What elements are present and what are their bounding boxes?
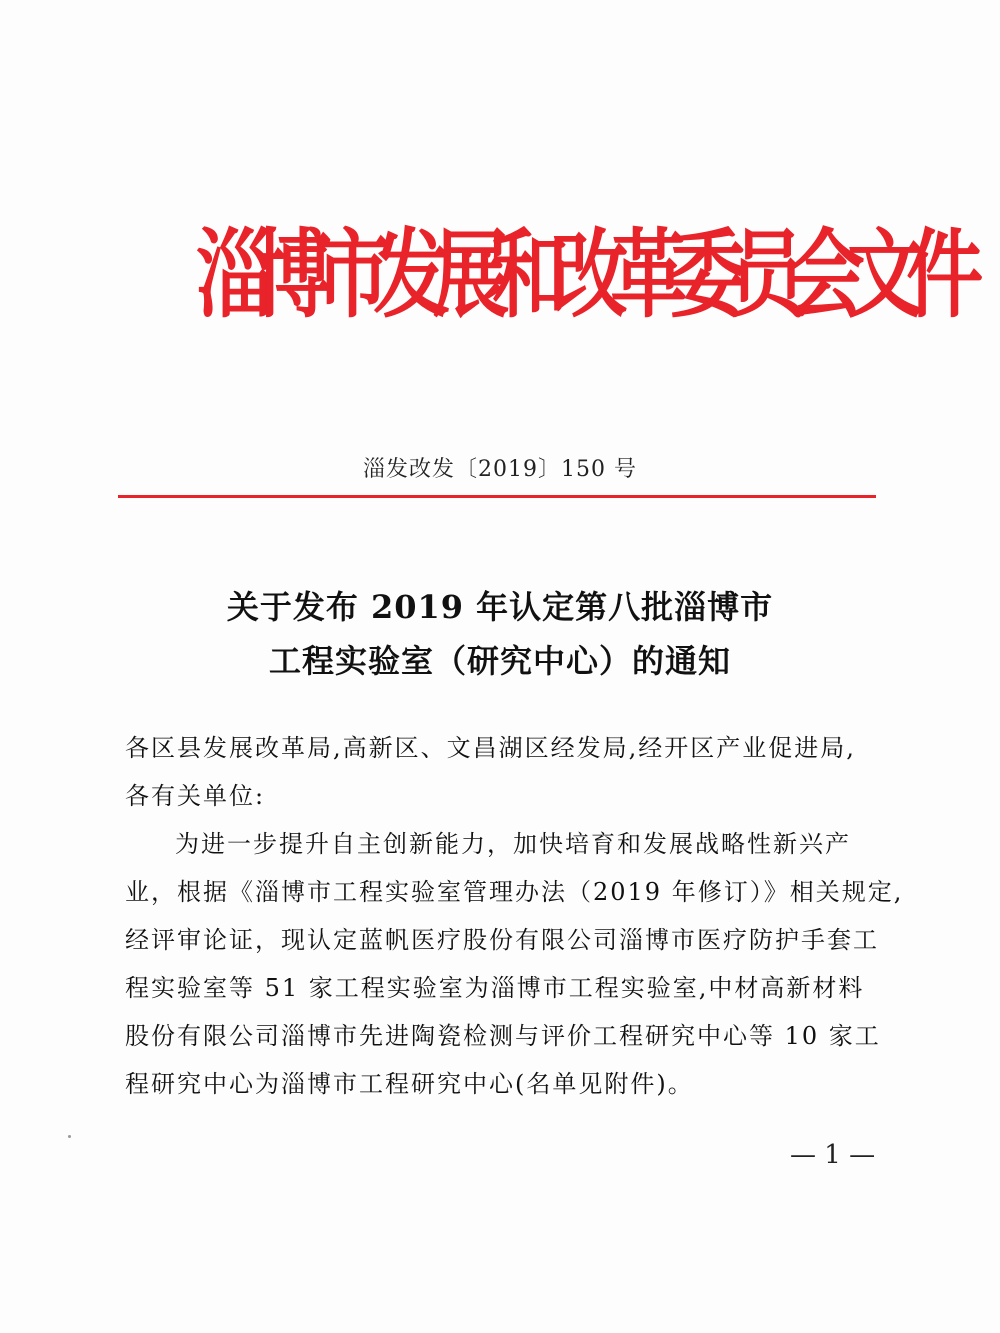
addressee-line-2: 各有关单位: (125, 782, 266, 810)
body-paragraph-line: 程实验室等 51 家工程实验室为淄博市工程实验室,中材高新材料 (125, 974, 865, 1002)
page-number: — 1 — (790, 1140, 876, 1170)
notice-title-line-1: 关于发布 2019 年认定第八批淄博市 (226, 588, 774, 626)
notice-title-line-2: 工程实验室（研究中心）的通知 (268, 642, 731, 680)
document-number: 淄发改发〔2019〕150 号 (363, 457, 637, 482)
body-paragraph-line: 股份有限公司淄博市先进陶瓷检测与评价工程研究中心等 10 家工 (125, 1022, 881, 1050)
addressee-line-1: 各区县发展改革局,高新区、文昌湖区经发局,经开区产业促进局, (125, 734, 856, 762)
body-paragraph-line: 经评审论证，现认定蓝帆医疗股份有限公司淄博市医疗防护手套工 (125, 926, 879, 954)
scan-speck (68, 1135, 71, 1138)
body-paragraph-line: 程研究中心为淄博市工程研究中心(名单见附件)。 (125, 1070, 694, 1098)
red-separator-line (118, 495, 876, 498)
body-paragraph-line: 业，根据《淄博市工程实验室管理办法（2019 年修订）》相关规定, (125, 878, 904, 906)
body-paragraph-line: 为进一步提升自主创新能力，加快培育和发展战略性新兴产 (175, 830, 851, 858)
masthead-title: 淄博市发展和改革委员会文件 (196, 219, 966, 331)
